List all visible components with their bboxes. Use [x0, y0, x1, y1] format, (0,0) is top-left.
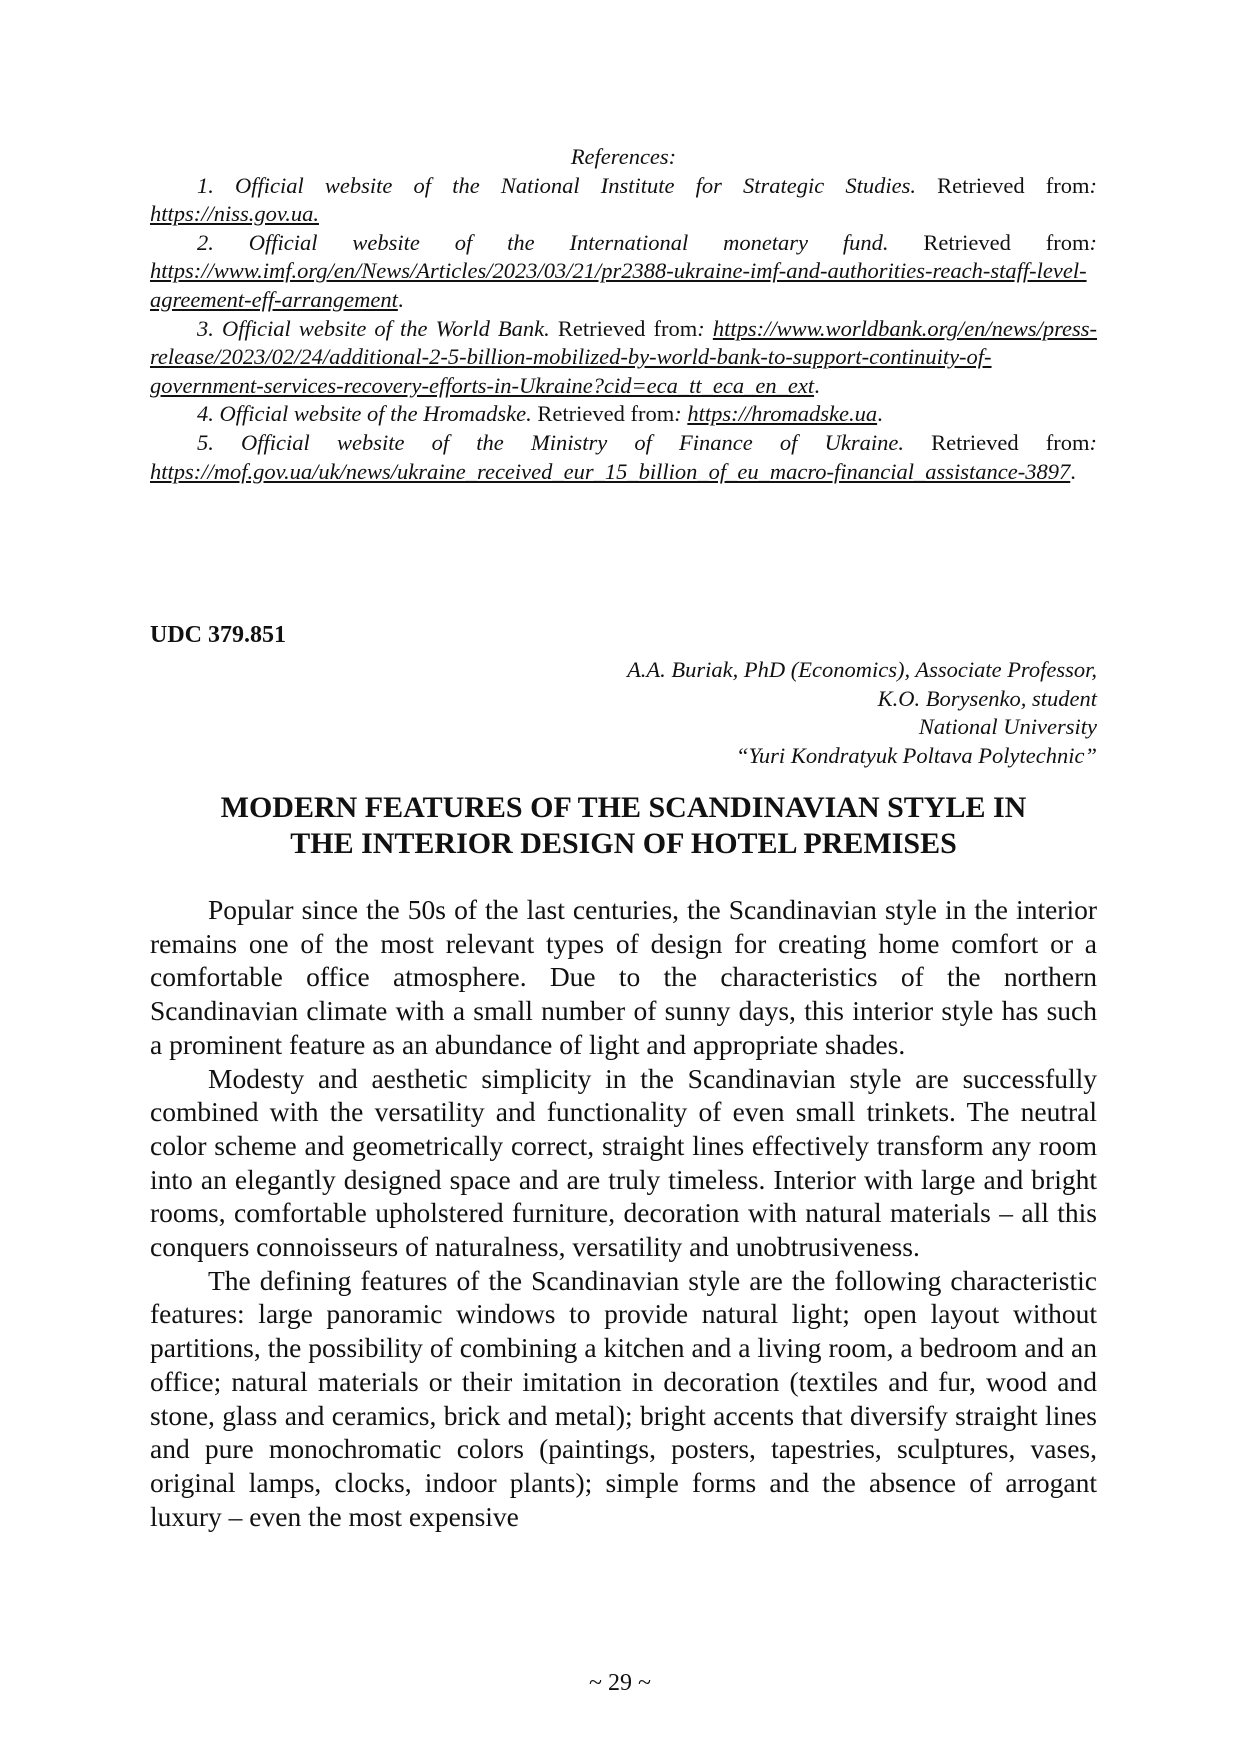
- reference-link[interactable]: https://www.worldbank.org/en/news/press-release/2023/02/24/additional-2-5-billion-mobilized-by-world-bank-to-support-continuity-of-government-services-recovery-efforts-in-Ukraine?cid=eca_tt_eca_en_ext: [150, 315, 1098, 398]
- reference-number: 5.: [197, 429, 214, 455]
- reference-colon: :: [697, 315, 705, 341]
- reference-retrieved: Retrieved from: [937, 172, 1090, 198]
- author-line: National University: [918, 714, 1097, 740]
- reference-end: .: [1070, 458, 1076, 484]
- reference-colon: :: [674, 401, 682, 427]
- reference-number: 4.: [197, 401, 214, 427]
- reference-end: .: [877, 401, 883, 427]
- article-title: [150, 790, 1097, 862]
- authors-block: [500, 656, 1097, 770]
- reference-item: [150, 172, 1097, 229]
- reference-title: Official website of the Hromadske.: [219, 401, 532, 427]
- body-paragraph: The defining features of the Scandinavian style are the following characteristic features: large panoramic windows to provide natural light; open layout without partitions, the possibility of combining a kitchen and a living room, a bedroom and an office; natural materials or their imitation in decoration (textiles and fur, wood and stone, glass and ceramics, brick and metal); bright accents that diversify straight lines and pure monochromatic colors (paintings, posters, tapestries, sculptures, vases, original lamps, clocks, indoor plants); simple forms and the absence of arrogant luxury – even the most expensive: [150, 1264, 1097, 1532]
- reference-item: [150, 229, 1097, 315]
- reference-colon: :: [1089, 172, 1098, 198]
- author-line: A.A. Buriak, PhD (Economics), Associate Professor,: [627, 657, 1097, 682]
- reference-end: .: [397, 286, 404, 312]
- reference-retrieved: Retrieved from: [923, 229, 1090, 255]
- page-number: ~ 29 ~: [589, 1670, 651, 1696]
- reference-end: .: [814, 372, 820, 398]
- article-title-line: MODERN FEATURES OF THE SCANDINAVIAN STYLE IN: [220, 791, 1027, 824]
- reference-item: [150, 429, 1097, 486]
- reference-retrieved: Retrieved from: [537, 401, 675, 427]
- reference-item: [150, 400, 1097, 429]
- body-paragraph: Modesty and aesthetic simplicity in the Scandinavian style are successfully combined with the versatility and functionality of even small trinkets. The neutral color scheme and geometrically correct, straight lines effectively transform any room into an elegantly designed space and are truly timeless. Interior with large and bright rooms, comfortable upholstered furniture, decoration with natural materials – all this conquers connoisseurs of naturalness, versatility and unobtrusiveness.: [150, 1062, 1097, 1263]
- article-title-line: THE INTERIOR DESIGN OF HOTEL PREMISES: [290, 827, 957, 860]
- reference-link[interactable]: https://niss.gov.ua.: [150, 201, 319, 227]
- reference-number: 1.: [197, 172, 214, 198]
- references-heading: References:: [570, 144, 677, 169]
- reference-number: 2.: [197, 229, 214, 255]
- reference-title: Official website of the Ministry of Finance of Ukraine.: [241, 429, 904, 455]
- reference-link[interactable]: https://mof.gov.ua/uk/news/ukraine_received_eur_15_billion_of_eu_macro-financial_assistance-3897: [150, 458, 1071, 484]
- references-section: [150, 143, 1097, 486]
- reference-title: Official website of the National Institute for Strategic Studies.: [235, 172, 917, 198]
- article-body: [150, 893, 1097, 1533]
- reference-retrieved: Retrieved from: [931, 429, 1090, 455]
- reference-item: [150, 315, 1097, 401]
- reference-colon: :: [1089, 229, 1097, 255]
- reference-retrieved: Retrieved from: [557, 315, 698, 341]
- udc-code: UDC 379.851: [150, 622, 286, 648]
- reference-title: Official website of the International monetary fund.: [248, 229, 889, 255]
- reference-link[interactable]: https://www.imf.org/en/News/Articles/2023/03/21/pr2388-ukraine-imf-and-authorities-reach-staff-level-agreement-eff-arrangement: [150, 258, 1087, 312]
- body-paragraph: Popular since the 50s of the last centuries, the Scandinavian style in the interior remains one of the most relevant types of design for creating home comfort or a comfortable office atmosphere. Due to the characteristics of the northern Scandinavian climate with a small number of sunny days, this interior style has such a prominent feature as an abundance of light and appropriate shades.: [150, 894, 1097, 1060]
- reference-title: Official website of the World Bank.: [221, 315, 550, 341]
- author-line: “Yuri Kondratyuk Poltava Polytechnic”: [735, 742, 1097, 768]
- author-line: K.O. Borysenko, student: [877, 685, 1097, 711]
- reference-number: 3.: [197, 315, 214, 341]
- reference-colon: :: [1089, 429, 1097, 455]
- reference-link[interactable]: https://hromadske.ua: [687, 401, 878, 427]
